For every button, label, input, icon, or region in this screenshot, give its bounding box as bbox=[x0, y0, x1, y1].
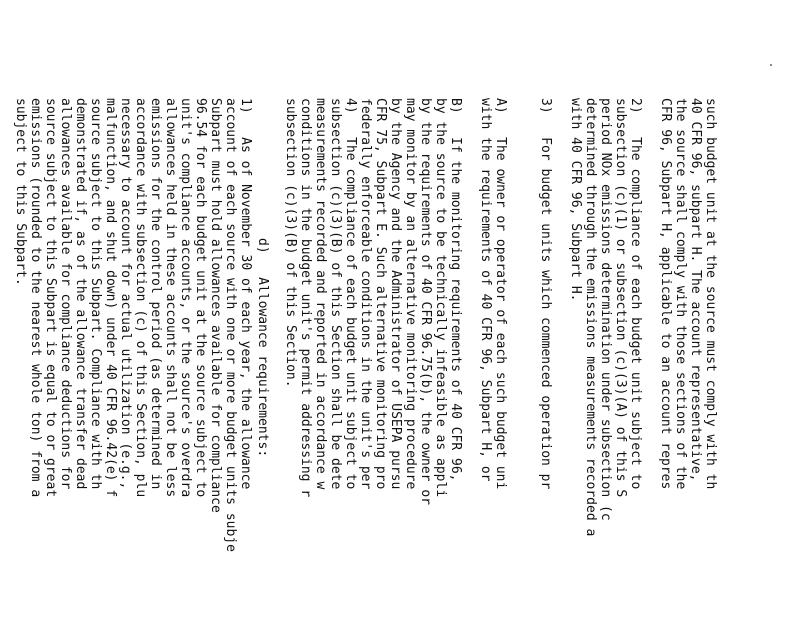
text-line: by the Agency and the Administrator of USEPA pursu bbox=[388, 98, 403, 490]
text-line: 2) The compliance of each budget unit subject to bbox=[628, 98, 643, 490]
paragraph-b bbox=[358, 98, 463, 505]
text-line: federally enforceable conditions in the unit's per bbox=[358, 98, 373, 490]
text-line: 4) The compliance of each budget unit subject to bbox=[343, 98, 358, 490]
text-line: subsection (c)(1) or subsection (c)(3)(A) of this S bbox=[613, 98, 628, 498]
scan-speck bbox=[770, 64, 772, 66]
text-line: 1) As of November 30 of each year, the allowance bbox=[238, 98, 253, 490]
text-line: conditions in the budget unit's permit addressing r bbox=[298, 98, 313, 498]
text-line: subsection (c)(3)(B) of this Section. bbox=[283, 98, 298, 388]
text-line: with 40 CFR 96, Subpart H. bbox=[568, 98, 583, 302]
text-line: malfunction, and shut down) under 40 CFR 96.42(e) f bbox=[103, 98, 118, 498]
text-line: period NOx emissions determination under subsection (c bbox=[598, 98, 613, 521]
paragraph-a bbox=[478, 98, 508, 489]
section-heading-allowance-requirements: d) Allowance requirements: bbox=[255, 238, 270, 458]
text-line: such budget unit at the source must comply with th bbox=[703, 98, 718, 490]
text-line: source subject to this Subpart is equal to or great bbox=[43, 98, 58, 498]
paragraph-2 bbox=[568, 98, 643, 536]
text-line: allowances held in these accounts shall not be less bbox=[163, 98, 178, 498]
text-line: may monitor by an alternative monitoring procedure bbox=[403, 98, 418, 490]
text-line: 96.54 for each budget unit at the source subject to bbox=[193, 98, 208, 498]
text-line: account of each source with one or more budget units subje bbox=[223, 98, 238, 552]
text-line: necessary to account for actual utilization (e.g., bbox=[118, 98, 133, 490]
text-line: source subject to this Subpart. Compliance with th bbox=[88, 98, 103, 490]
text-line: allowances available for compliance deductions for bbox=[58, 98, 73, 490]
text-line: determined through the emissions measurements recorded a bbox=[583, 98, 598, 537]
text-line: with the requirements of 40 CFR 96, Subpart H, or bbox=[478, 98, 493, 482]
text-line: CFR 96, Subpart H, applicable to an account repres bbox=[658, 98, 673, 490]
text-line: the source shall comply with those sections of the bbox=[673, 98, 688, 490]
text-line: measurements recorded and reported in accordance w bbox=[313, 98, 328, 490]
text-line: unit's compliance accounts, or the source's overdra bbox=[178, 98, 193, 498]
text-line: emissions (rounded to the nearest whole ton) from a bbox=[28, 98, 43, 498]
text-line: 40 CFR 96, subpart H. The account representative, bbox=[688, 98, 703, 482]
text-line: emissions for the control period (as determined in bbox=[148, 98, 163, 490]
text-line: Subpart must hold allowances available for compliance bbox=[208, 98, 223, 513]
paragraph-d1 bbox=[13, 98, 253, 552]
text-line: CFR 75, Subpart E. Such alternative monitoring pro bbox=[373, 98, 388, 490]
text-line: demonstrated if, as of the allowance transfer dead bbox=[73, 98, 88, 490]
text-line: B) If the monitoring requirements of 40 CFR 96, bbox=[448, 98, 463, 482]
rotated-document-text bbox=[13, 98, 718, 638]
text-line: by the source to be technically infeasible as appli bbox=[433, 98, 448, 498]
text-line: subject to this Subpart. bbox=[13, 98, 28, 286]
paragraph-4 bbox=[283, 98, 358, 497]
paragraph-3 bbox=[538, 98, 553, 489]
text-line: subsection (c)(3)(B) of this Section shall be dete bbox=[328, 98, 343, 490]
text-line: by the requirements of 40 CFR 96.75(b), the owner or bbox=[418, 98, 433, 505]
text-line: accordance with subsection (c) of this Section, plu bbox=[133, 98, 148, 498]
intro-paragraph bbox=[658, 98, 718, 489]
text-line: 3) For budget units which commenced operation pr bbox=[538, 98, 553, 490]
text-line: A) The owner or operator of each such budget uni bbox=[493, 98, 508, 490]
